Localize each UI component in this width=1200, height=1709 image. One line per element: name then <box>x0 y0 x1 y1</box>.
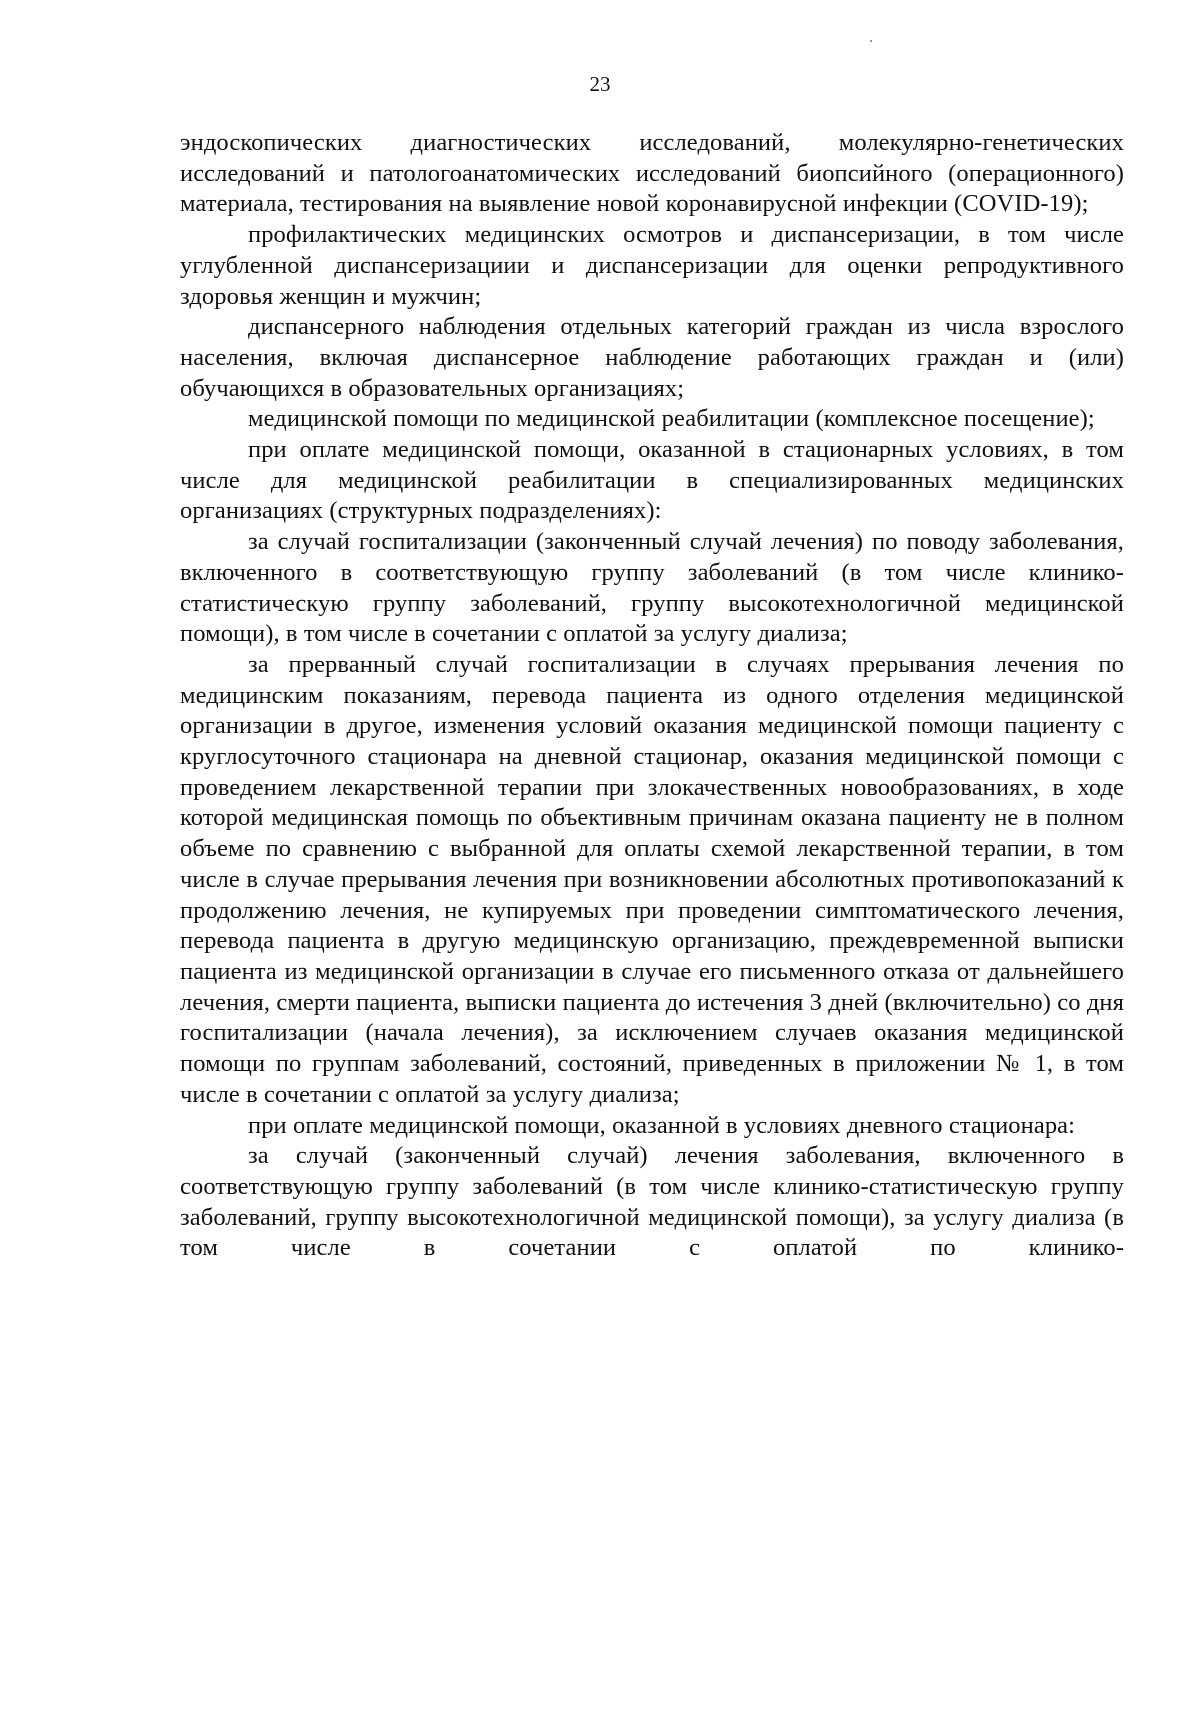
page-number: 23 <box>589 72 611 96</box>
paragraph: диспансерного наблюдения отдельных категорий граждан из числа взрослого населения, включая диспансерное наблюдение работающих граждан и (или) обучающихся в образовательных организациях; <box>180 313 1124 402</box>
paragraph: за прерванный случай госпитализации в случаях прерывания лечения по медицинским показаниям, перевода пациента из одного отделения медицинской организации в другое, изменения условий оказания медицинской помощи пациенту с круглосуточного стационара на дневной стационар, оказания медицинской помощи с проведением лекарственной терапии при злокачественных новообразованиях, в ходе которой медицинская помощь по объективным причинам оказана пациенту не в полном объеме по сравнению с выбранной для оплаты схемой лекарственной терапии, в том числе в случае прерывания лечения при возникновении абсолютных противопоказаний к продолжению лечения, не купируемых при проведении симптоматического лечения, перевода пациента в другую медицинскую организацию, преждевременной выписки пациента из медицинской организации в случае его письменного отказа от дальнейшего лечения, смерти пациента, выписки пациента до истечения 3 дней (включительно) со дня госпитализации (начала лечения), за исключением случаев оказания медицинской помощи по группам заболеваний, состояний, приведенных в приложении № 1, в том числе в сочетании с оплатой за услугу диализа; <box>180 650 1124 1108</box>
paragraph-truncated: за случай (законченный случай) лечения заболевания, включенного в соответствующую группу заболеваний (в том числе клинико-статистическую группу заболеваний, группу высокотехнологичной медицинской помощи), за услугу диализа (в том числе в сочетании с оплатой по клинико- <box>180 1142 1124 1262</box>
paragraph: медицинской помощи по медицинской реабилитации (комплексное посещение); <box>248 405 1095 433</box>
paragraph: профилактических медицинских осмотров и диспансеризации, в том числе углубленной диспансеризациии и диспансеризации для оценки репродуктивного здоровья женщин и мужчин; <box>180 221 1124 310</box>
paragraph-continuation: эндоскопических диагностических исследований, молекулярно-генетических исследований и патологоанатомических исследований биопсийного (операционного) материала, тестирования на выявление новой коронавирусной инфекции (COVID-19); <box>180 129 1124 218</box>
paragraph: при оплате медицинской помощи, оказанной в условиях дневного стационара: <box>248 1111 1076 1139</box>
document-body <box>180 128 1124 1264</box>
paragraph: при оплате медицинской помощи, оказанной в стационарных условиях, в том числе для медицинской реабилитации в специализированных медицинских организациях (структурных подразделениях): <box>180 436 1124 525</box>
paragraph: за случай госпитализации (законченный случай лечения) по поводу заболевания, включенного в соответствующую группу заболеваний (в том числе клинико-статистическую группу заболеваний, группу высокотехнологичной медицинской помощи), в том числе в сочетании с оплатой за услугу диализа; <box>180 528 1124 648</box>
scan-artifact <box>870 40 872 42</box>
